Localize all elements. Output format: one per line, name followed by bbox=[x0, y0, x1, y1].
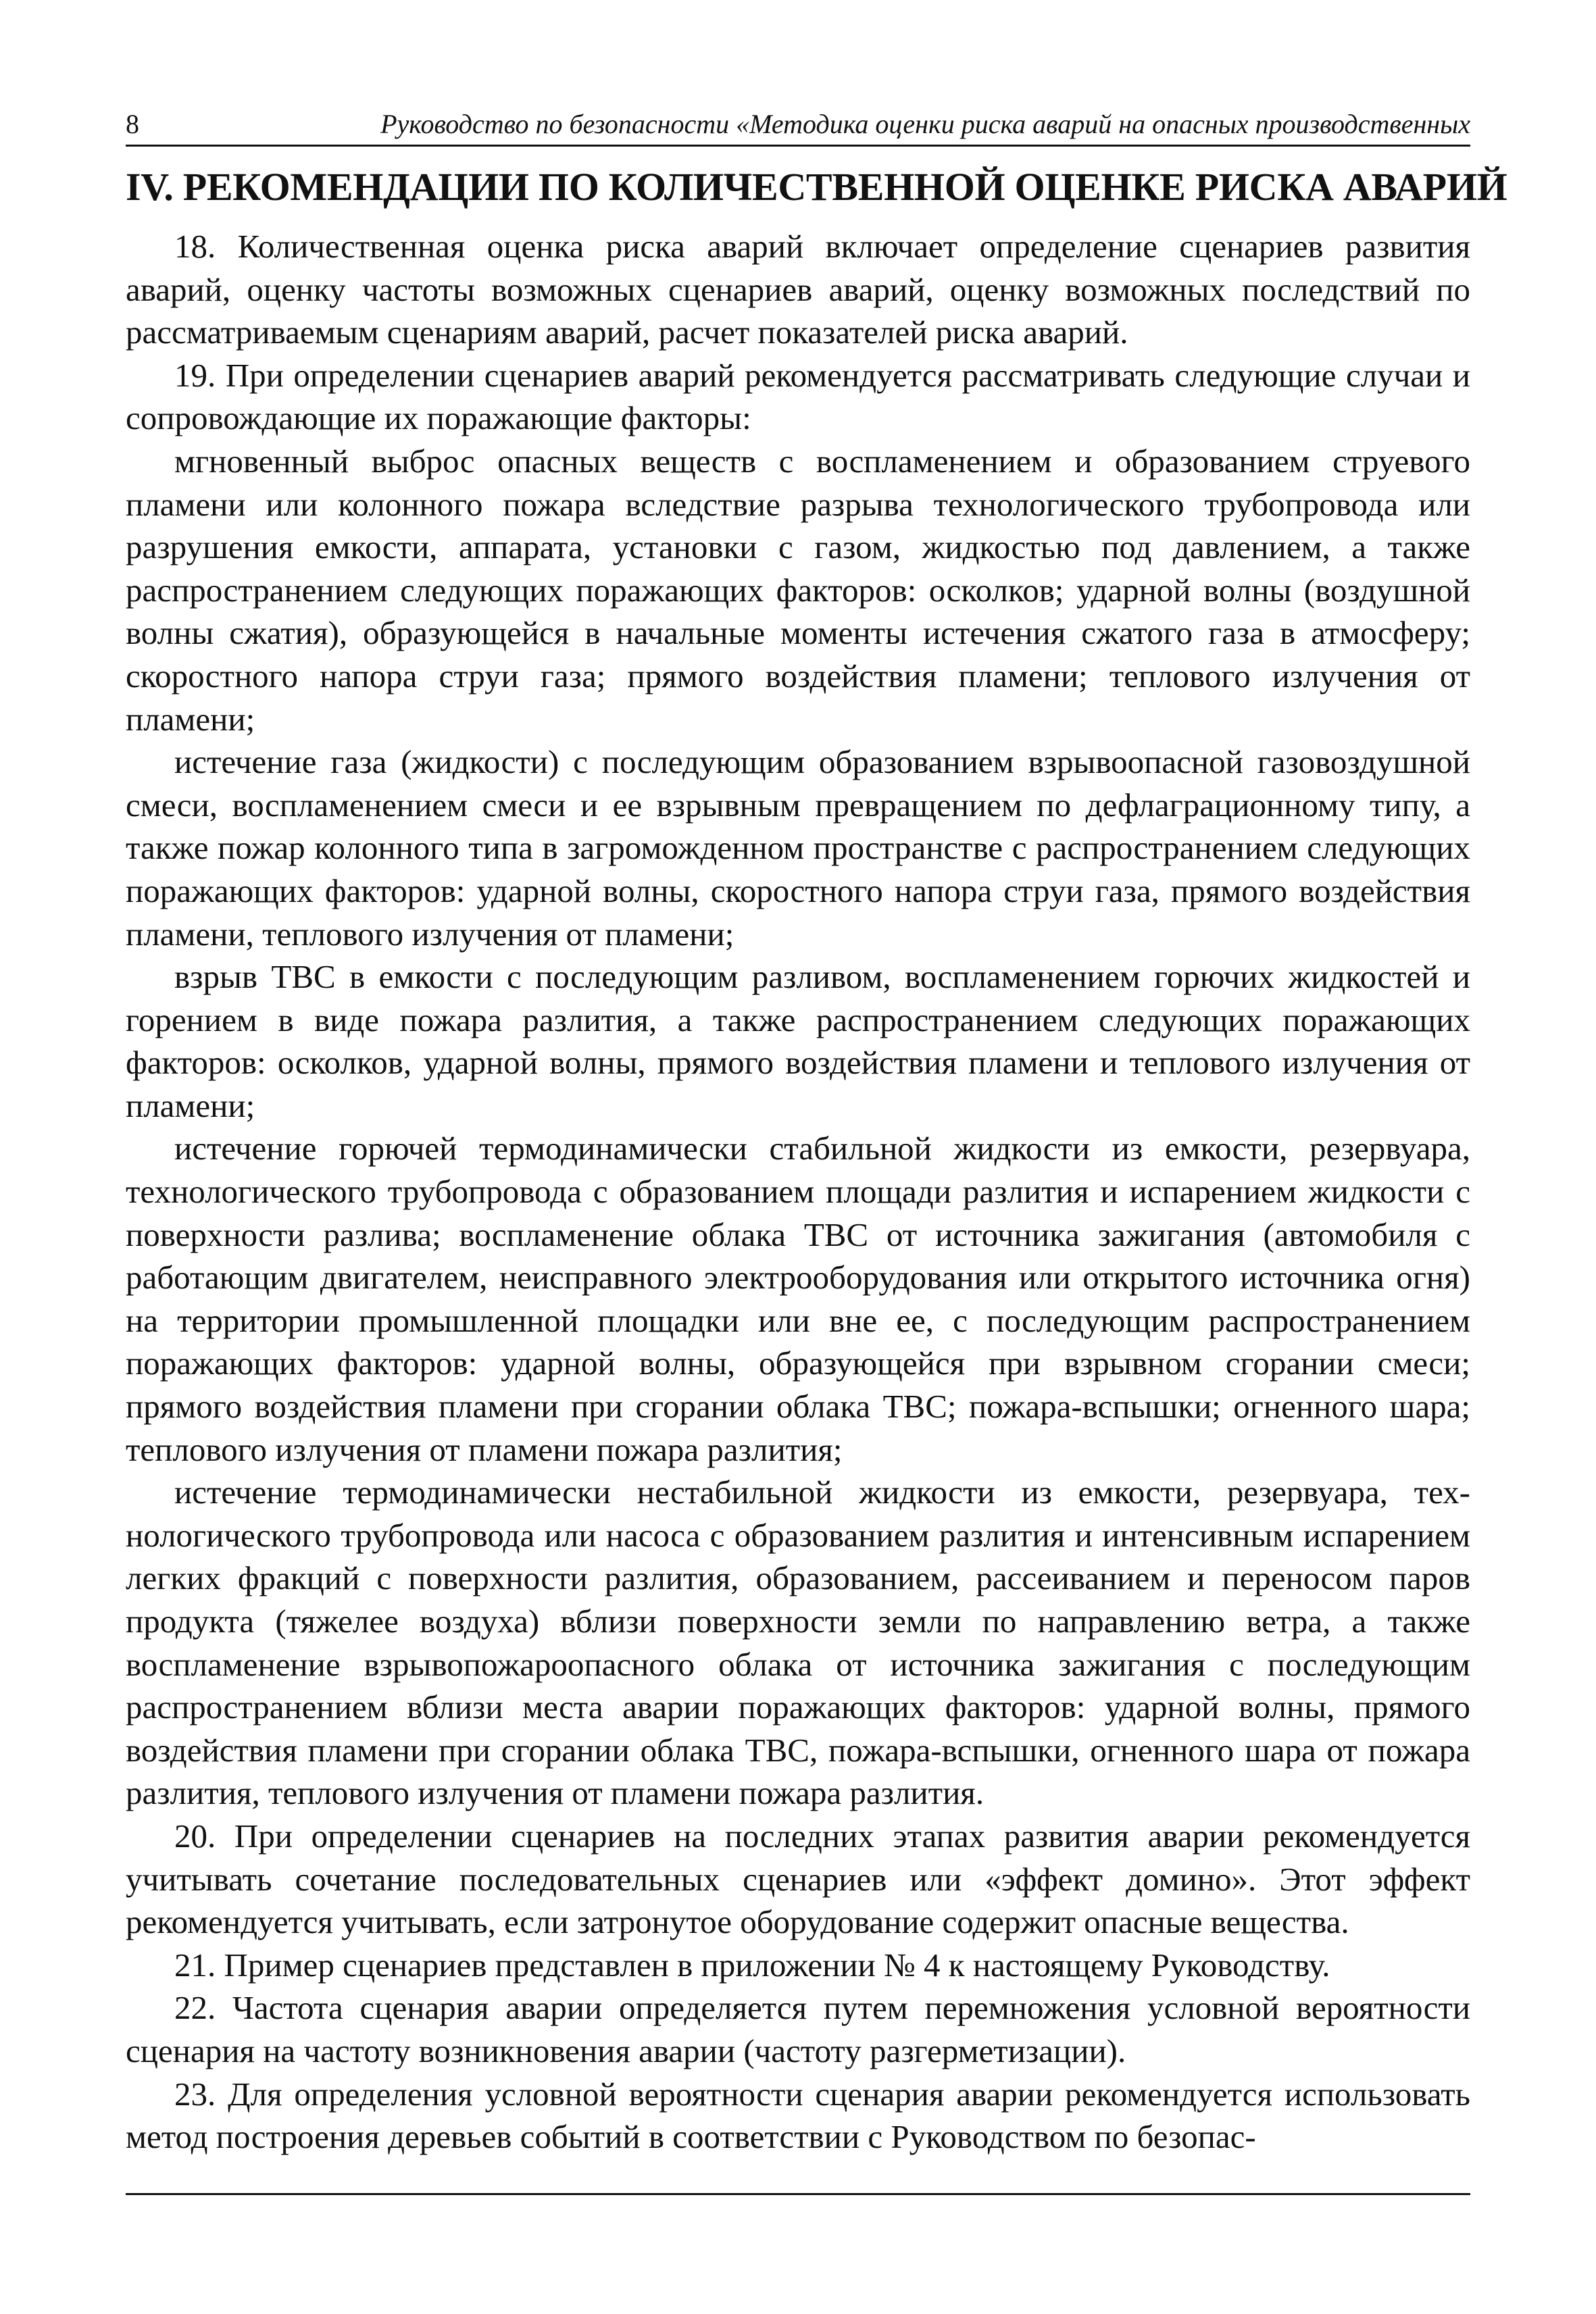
paragraph-21: 21. Пример сценариев представлен в приложении № 4 к настоящему Руководству. bbox=[174, 1946, 1330, 1984]
running-header bbox=[126, 108, 1470, 147]
list-item-instant-release: мгновенный выброс опасных веществ с воспламенением и образованием струевого пламени или колонного пожара вследствие разрыва технологического трубопровода или разрушения емкости, аппарата, установки с газом, жидкостью под давлением, а также распространением следующих поражающих факторов: осколков; ударной волны (воздушной волны сжатия), образующейся в начальные моменты истечения сжатого газа в атмосферу; скоростного напора струи газа; прямого воздействия пламени; теплового излучения от пламени; bbox=[126, 442, 1470, 738]
body-text bbox=[126, 225, 1470, 2159]
footer-divider bbox=[126, 2193, 1470, 2195]
list-item-tvs-explosion: взрыв ТВС в емкости с последующим разливом, воспламенением горючих жидкостей и горением в виде пожара разлития, а также распространением следующих поражающих факторов: осколков, ударной волны, прямого воздействия пламени и теплового излучения от пламени; bbox=[126, 958, 1470, 1124]
paragraph-18: 18. Количественная оценка риска аварий включает определение сценариев развития аварий, оценку частоты возможных сценариев аварий, оценку возможных последствий по рассматриваемым сценариям аварий, расчет показателей риска аварий. bbox=[126, 228, 1470, 351]
list-item-unstable-liquid: истечение термодинамически нестабильной жидкости из емкости, резервуара, технологического трубопровода или насоса с образованием разлития и интенсивным испарением легких фракций с поверхности разлития, образованием, рассеиванием и переносом паров продукта (тяжелее воздуха) вблизи поверхности земли по направлению ветра, а также воспламенение взрывопожароопасного облака от источника зажигания с последующим распространением вблизи места аварии поражающих факторов: ударной волны, прямого воздействия пламени при сгорании облака ТВС, пожара-вспышки, огненного шара от пожара разлития, теплового излучения от пламени пожара разлития. bbox=[126, 1474, 1470, 1812]
list-item-gas-outflow: истечение газа (жидкости) с последующим образованием взрывоопасной газовоздушной смеси, воспламенением смеси и ее взрывным превращением по дефлаграционному типу, а также пожар колонного типа в загроможденном пространстве с распространением следующих поражающих факторов: ударной волны, скоростного напора струи газа, прямого воздействия пламени, теплового излучения от пламени; bbox=[126, 743, 1470, 953]
page-number: 8 bbox=[126, 109, 139, 139]
list-item-stable-liquid: истечение горючей термодинамически стабильной жидкости из емкости, резервуара, технологического трубопровода с образованием площади разлития и испарением жидкости с поверхности разлива; воспламенение облака ТВС от источника зажигания (автомобиля с работающим двигателем, неисправного электрооборудования или открытого источника огня) на территории промышленной площадки или вне ее, с последующим распространением поражающих факторов: ударной волны, образующейся при взрывном сгорании смеси; прямого воздействия пламени при сгорании облака ТВС; пожара-вспышки; огненного шара; теплового излучения от пламени пожара разлития; bbox=[126, 1130, 1470, 1468]
paragraph-20: 20. При определении сценариев на последних этапах развития аварии рекомендуется учитывать сочетание последовательных сценариев или «эффект домино». Этот эффект рекомендуется учитывать, если затронутое оборудование содержит опасные вещества. bbox=[126, 1817, 1470, 1941]
paragraph-22: 22. Частота сценария аварии определяется путем перемножения условной вероятности сценария на частоту возникновения аварии (частоту разгерметизации). bbox=[126, 1989, 1470, 2069]
running-title: Руководство по безопасности «Методика оценки риска аварий на опасных производственных bbox=[380, 109, 1470, 139]
paragraph-23: 23. Для определения условной вероятности сценария аварии рекомендуется использовать метод построения деревьев событий в соответствии с Руководством по безопас- bbox=[126, 2075, 1470, 2156]
document-page bbox=[126, 108, 1507, 2159]
section-heading: IV. РЕКОМЕНДАЦИИ ПО КОЛИЧЕСТВЕННОЙ ОЦЕНКЕ РИСКА АВАРИЙ bbox=[126, 165, 1507, 209]
paragraph-19: 19. При определении сценариев аварий рекомендуется рассматривать следующие случаи и сопровождающие их поражающие факторы: bbox=[126, 356, 1470, 437]
